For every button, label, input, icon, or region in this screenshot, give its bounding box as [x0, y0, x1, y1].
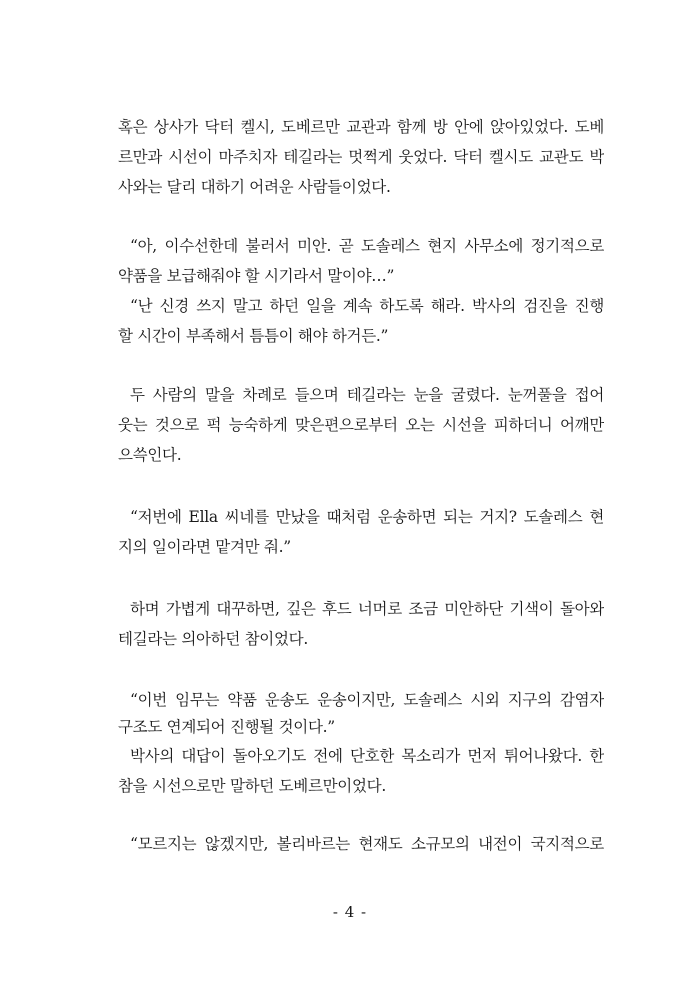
text-line: “아, 이수선한데 불러서 미안. 곧 도솔레스 현지 사무소에 정기적으로: [130, 237, 604, 255]
text-line: 할 시간이 부족해서 틈틈이 해야 하거든.”: [118, 327, 389, 345]
text-line: 박사의 대답이 돌아오기도 전에 단호한 목소리가 먼저 튀어나왔다. 한: [130, 747, 604, 765]
text-line: 르만과 시선이 마주치자 테길라는 멋쩍게 웃었다. 닥터 켈시도 교관도 박: [118, 148, 604, 166]
text-line: 테길라는 의아하던 참이었다.: [118, 630, 308, 648]
page-number: - 4 -: [332, 903, 368, 921]
text-line: 구조도 연계되어 진행될 것이다.”: [118, 718, 335, 736]
text-line: 사와는 달리 대하기 어려운 사람들이었다.: [118, 178, 391, 196]
text-line: 약품을 보급해줘야 할 시기라서 말이야…”: [118, 267, 395, 285]
text-line: 하며 가볍게 대꾸하면, 깊은 후드 너머로 조금 미안하단 기색이 돌아와: [130, 600, 604, 618]
text-line: 지의 일이라면 맡겨만 줘.”: [118, 538, 291, 556]
text-line: 두 사람의 말을 차례로 들으며 테길라는 눈을 굴렸다. 눈꺼풀을 접어: [130, 386, 604, 404]
text-line: “저번에 Ella 씨네를 만났을 때처럼 운송하면 되는 거지? 도솔레스 현: [130, 508, 604, 526]
text-line: “난 신경 쓰지 말고 하던 일을 계속 하도록 해라. 박사의 검진을 진행: [130, 297, 604, 315]
text-line: 혹은 상사가 닥터 켈시, 도베르만 교관과 함께 방 안에 앉아있었다. 도베: [118, 118, 604, 136]
text-line: 으쓱인다.: [118, 446, 182, 464]
text-line: “모르지는 않겠지만, 볼리바르는 현재도 소규모의 내전이 국지적으로: [130, 835, 604, 853]
text-line: “이번 임무는 약품 운송도 운송이지만, 도솔레스 시외 지구의 감염자: [130, 691, 604, 709]
text-line: 웃는 것으로 퍽 능숙하게 맞은편으로부터 오는 시선을 피하더니 어깨만: [118, 416, 604, 434]
text-line: 참을 시선으로만 말하던 도베르만이었다.: [118, 777, 386, 795]
